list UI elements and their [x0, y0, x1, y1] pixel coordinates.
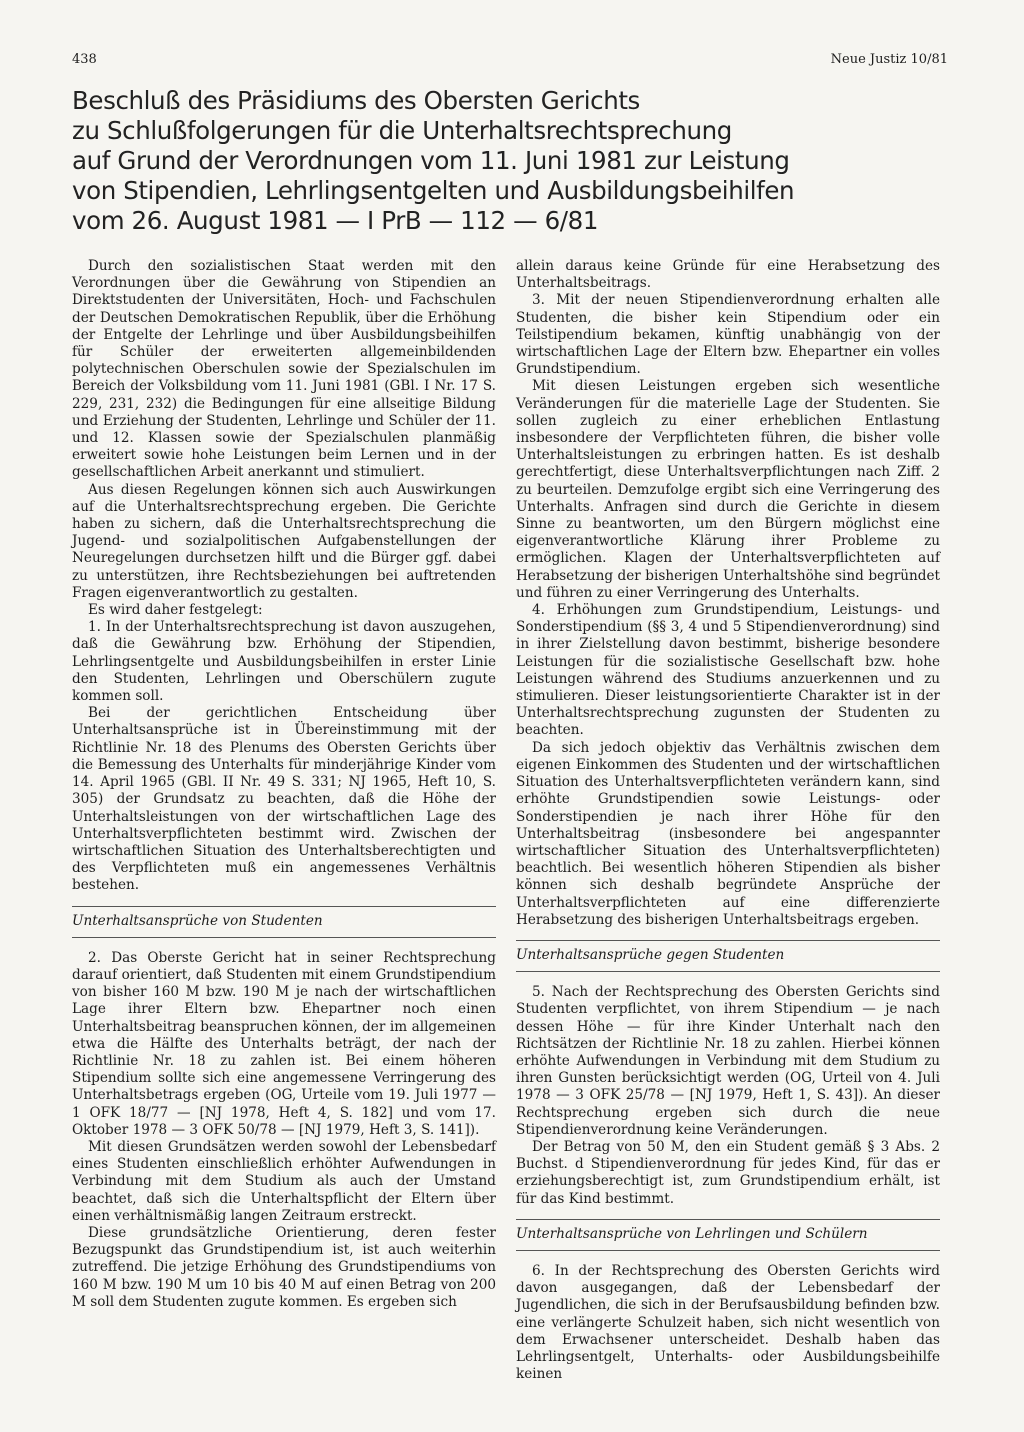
paragraph: 6. In der Rechtsprechung des Obersten Gerichts wird davon ausgegangen, daß der Lebensbedarf der Jugendlichen, die sich in der Berufsausbildung befinden bzw. eine verlängerte Schulzeit haben, sich nicht wesentlich von dem Erwachsener unterscheidet. Deshalb haben das Lehrlingsentgelt, Unterhalts- oder Ausbildungsbeihilfe keinen: [516, 1262, 940, 1383]
title-line: auf Grund der Verordnungen vom 11. Juni 1981 zur Leistung: [72, 146, 790, 175]
section-heading: Unterhaltsansprüche gegen Studenten: [516, 940, 940, 972]
document-title: [72, 86, 932, 236]
paragraph: 4. Erhöhungen zum Grundstipendium, Leistungs- und Sonderstipendium (§§ 3, 4 und 5 Stipendienverordnung) sind in ihrer Zielstellung davon bestimmt, bisherige besondere Leistungen für die sozialistische Gesellschaft bzw. hohe Leistungen während des Studiums anzuerkennen und zu stimulieren. Dieser leistungsorientierte Charakter ist in der Unterhaltsrechtsprechung zugunsten der Studenten zu beachten.: [516, 602, 940, 739]
right-column: [516, 258, 940, 1383]
journal-issue: Neue Justiz 10/81: [830, 52, 948, 67]
paragraph: Mit diesen Grundsätzen werden sowohl der Lebensbedarf eines Studenten einschließlich erhöhter Aufwendungen in Verbindung mit dem Studium als auch der Umstand beachtet, daß sich die Unterhaltspflicht der Eltern über einen verhältnismäßig langen Zeitraum erstreckt.: [72, 1138, 496, 1224]
paragraph: 1. In der Unterhaltsrechtsprechung ist davon auszugehen, daß die Gewährung bzw. Erhöhung der Stipendien, Lehrlingsentgelte und Ausbildungsbeihilfen in erster Linie den Studenten, Lehrlingen und Oberschülern zugute kommen soll.: [72, 619, 496, 705]
section-heading: Unterhaltsansprüche von Studenten: [72, 906, 496, 938]
title-line: Beschluß des Präsidiums des Obersten Gerichts: [72, 86, 640, 115]
paragraph: Es wird daher festgelegt:: [88, 602, 263, 619]
paragraph: allein daraus keine Gründe für eine Herabsetzung des Unterhaltsbeitrags.: [516, 258, 940, 292]
paragraph: 5. Nach der Rechtsprechung des Obersten Gerichts sind Studenten verpflichtet, von ihrem Stipendium — je nach dessen Höhe — für ihre Kinder Unterhalt nach den Richtsätzen der Richtlinie Nr. 18 zu zahlen. Hierbei können erhöhte Aufwendungen in Verbindung mit dem Studium zu ihren Gunsten berücksichtigt werden (OG, Urteil von 4. Juli 1978 — 3 OFK 25/78 — [NJ 1979, Heft 1, S. 43]). An dieser Rechtsprechung ergeben sich durch die neue Stipendienverordnung keine Veränderungen.: [516, 984, 940, 1138]
title-line: vom 26. August 1981 — I PrB — 112 — 6/81: [72, 206, 599, 235]
paragraph: Durch den sozialistischen Staat werden mit den Verordnungen über die Gewährung von Stipendien an Direktstudenten der Universitäten, Hoch- und Fachschulen der Deutschen Demokratischen Republik, über die Erhöhung der Entgelte der Lehrlinge und über Ausbildungsbeihilfen für Schüler der erweiterten allgemeinbildenden polytechnischen Oberschulen sowie der Spezialschulen im Bereich der Volksbildung vom 11. Juni 1981 (GBl. I Nr. 17 S. 229, 231, 232) die Bedingungen für eine allseitige Bildung und Erziehung der Studenten, Lehrlinge und Schüler der 11. und 12. Klassen sowie der Spezialschulen planmäßig erweitert sowie hohe Leistungen beim Lernen und in der gesellschaftlichen Arbeit anerkannt und stimuliert.: [72, 258, 496, 481]
running-header: [72, 52, 948, 74]
section-heading: Unterhaltsansprüche von Lehrlingen und Schülern: [516, 1219, 940, 1251]
paragraph: 3. Mit der neuen Stipendienverordnung erhalten alle Studenten, die bisher kein Stipendium oder ein Teilstipendium bekamen, künftig unabhängig von der wirtschaftlichen Lage der Eltern bzw. Ehepartner ein volles Grundstipendium.: [516, 292, 940, 378]
page-number: 438: [72, 52, 97, 67]
paragraph: Diese grundsätzliche Orientierung, deren fester Bezugspunkt das Grundstipendium ist, ist auch weiterhin zutreffend. Die jetzige Erhöhung des Grundstipendiums von 160 M bzw. 190 M um 10 bis 40 M auf einen Betrag von 200 M soll dem Studenten zugute kommen. Es ergeben sich: [72, 1224, 496, 1310]
paragraph: Bei der gerichtlichen Entscheidung über Unterhaltsansprüche ist in Übereinstimmung mit der Richtlinie Nr. 18 des Plenums des Obersten Gerichts über die Bemessung des Unterhalts für minderjährige Kinder vom 14. April 1965 (GBl. II Nr. 49 S. 331; NJ 1965, Heft 10, S. 305) der Grundsatz zu beachten, daß die Höhe der Unterhaltsleistungen von der wirtschaftlichen Lage des Unterhaltsverpflichteten bestimmt wird. Zwischen der wirtschaftlichen Situation des Unterhaltsberechtigten und des Verpflichteten muß ein angemessenes Verhältnis bestehen.: [72, 705, 496, 894]
paragraph: Mit diesen Leistungen ergeben sich wesentliche Veränderungen für die materielle Lage der Studenten. Sie sollen zugleich zu einer erheblichen Entlastung insbesondere der Verpflichteten führen, die bisher volle Unterhaltsleistungen zu erbringen hatten. Es ist deshalb gerechtfertigt, diese Unterhaltsverpflichtungen nach Ziff. 2 zu beurteilen. Demzufolge ergibt sich eine Verringerung des Unterhalts. Anfragen sind durch die Gerichte in diesem Sinne zu beantworten, um den Bürgern möglichst eine eigenverantwortliche Klärung ihrer Probleme zu ermöglichen. Klagen der Unterhaltsverpflichteten auf Herabsetzung der bisherigen Unterhaltshöhe sind begründet und führen zu einer Verringerung des Unterhalts.: [516, 378, 940, 601]
left-column: [72, 258, 496, 1311]
title-line: von Stipendien, Lehrlingsentgelten und Ausbildungsbeihilfen: [72, 176, 795, 205]
paragraph: 2. Das Oberste Gericht hat in seiner Rechtsprechung darauf orientiert, daß Studenten mit einem Grundstipendium von bisher 160 M bzw. 190 M je nach der wirtschaftlichen Lage ihrer Eltern bzw. Ehepartner noch einen Unterhaltsbeitrag beanspruchen können, der im allgemeinen etwa die Hälfte des Unterhalts beträgt, der nach der Richtlinie Nr. 18 zu zahlen ist. Bei einem höheren Stipendium sollte sich eine angemessene Verringerung des Unterhaltsbetrags ergeben (OG, Urteile vom 19. Juli 1977 — 1 OFK 18/77 — [NJ 1978, Heft 4, S. 182] und vom 17. Oktober 1978 — 3 OFK 50/78 — [NJ 1979, Heft 3, S. 141]).: [72, 949, 496, 1138]
paragraph: Aus diesen Regelungen können sich auch Auswirkungen auf die Unterhaltsrechtsprechung ergeben. Die Gerichte haben zu sichern, daß die Unterhaltsrechtsprechung die Jugend- und sozialpolitischen Aufgabenstellungen der Neuregelungen durchsetzen hilft und die Bürger ggf. dabei zu unterstützen, ihre Rechtsbeziehungen bei auftretenden Fragen eigenverantwortlich zu gestalten.: [72, 481, 496, 601]
paragraph: Da sich jedoch objektiv das Verhältnis zwischen dem eigenen Einkommen des Studenten und der wirtschaftlichen Situation des Unterhaltsverpflichteten verändern kann, sind erhöhte Grundstipendien sowie Leistungs- oder Sonderstipendien je nach ihrer Höhe für den Unterhaltsbeitrag (insbesondere bei angespannter wirtschaftlicher Situation des Unterhaltsverpflichteten) beachtlich. Bei wesentlich höheren Stipendien als bisher können sich deshalb begründete Ansprüche der Unterhaltsverpflichteten auf eine differenzierte Herabsetzung des bisherigen Unterhaltsbeitrags ergeben.: [516, 739, 940, 928]
title-line: zu Schlußfolgerungen für die Unterhaltsrechtsprechung: [72, 116, 732, 145]
paragraph: Der Betrag von 50 M, den ein Student gemäß § 3 Abs. 2 Buchst. d Stipendienverordnung für jedes Kind, für das er erziehungsberechtigt ist, zum Grundstipendium erhält, ist für das Kind bestimmt.: [516, 1138, 940, 1207]
